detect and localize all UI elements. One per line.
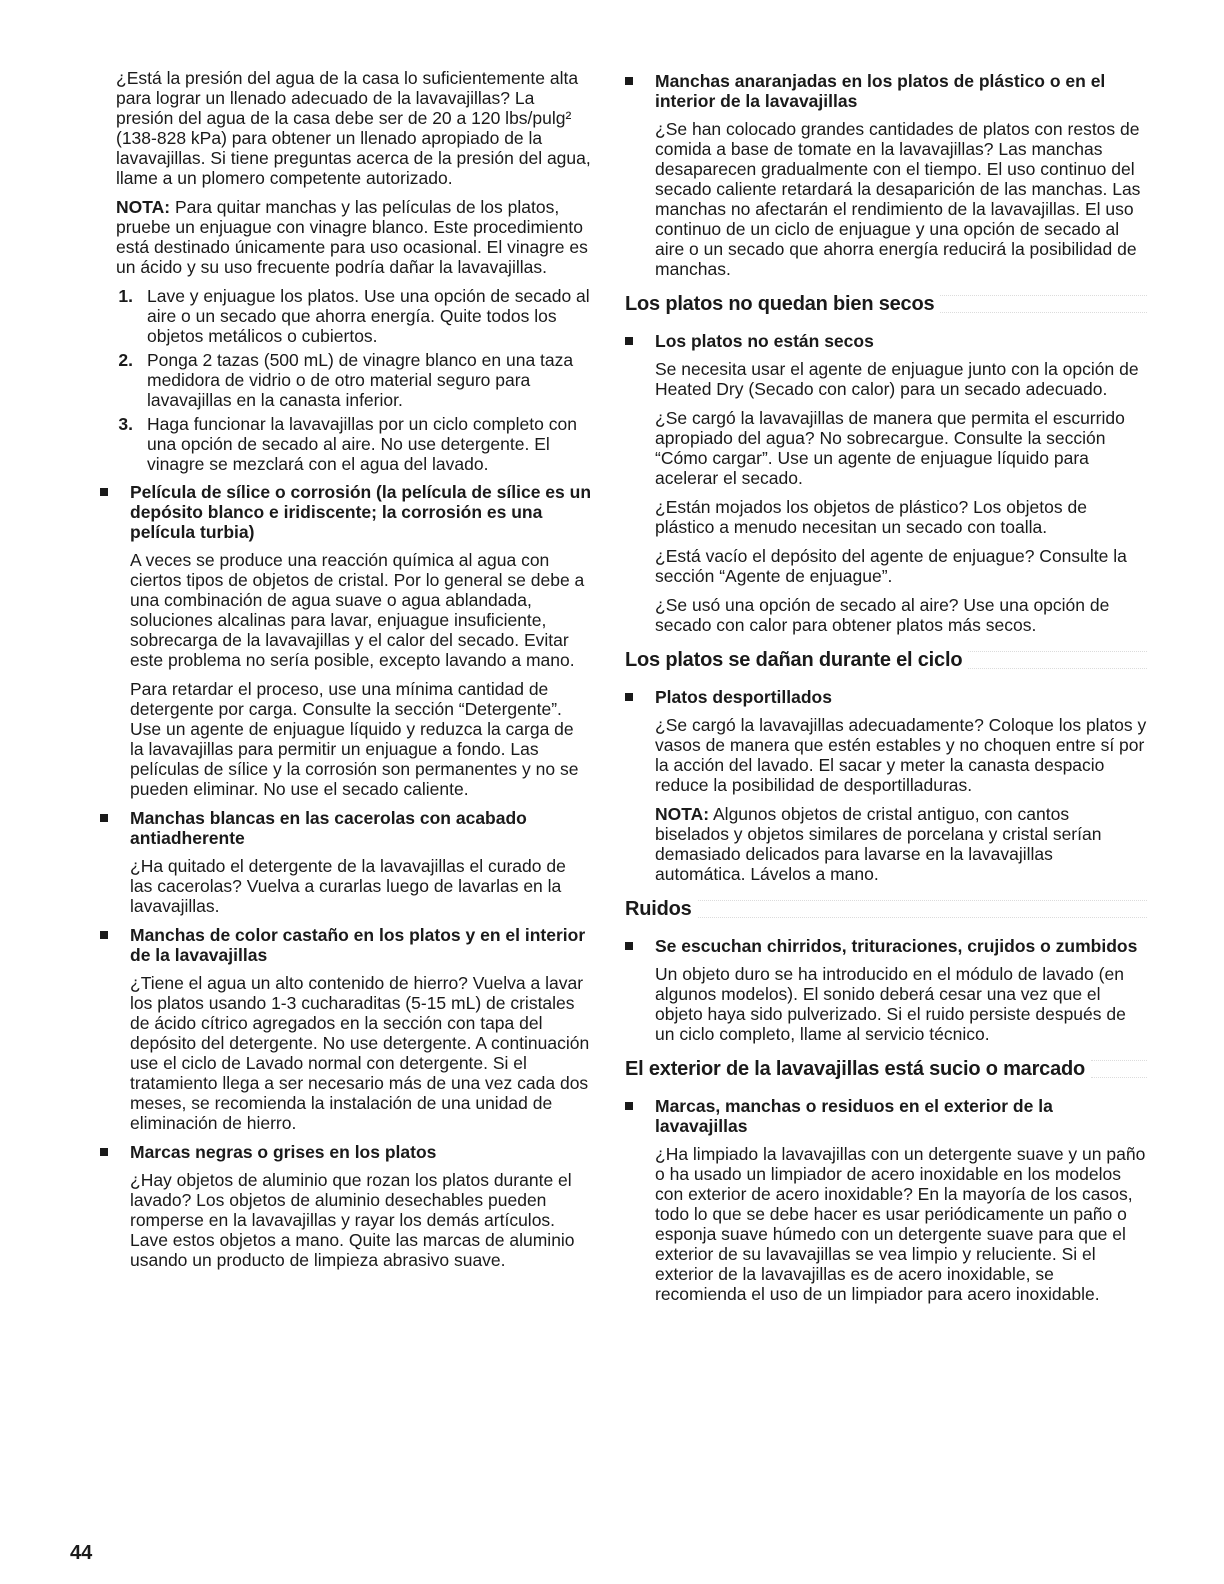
issue-paragraph: ¿Están mojados los objetos de plástico? Los objetos de plástico a menudo necesitan un secado con toalla.	[655, 497, 1087, 537]
issue-paragraph: Un objeto duro se ha introducido en el módulo de lavado (en algunos modelos). El sonido deberá cesar una vez que el objeto haya sido pulverizado. Si el ruido persiste después de un ciclo completo, llame al servicio técnico.	[655, 964, 1126, 1044]
issue-title: Manchas de color castaño en los platos y en el interior de la lavavajillas	[130, 925, 586, 965]
section-heading-damage	[625, 647, 1147, 673]
left-column	[100, 68, 592, 1279]
bullet-icon	[100, 931, 108, 939]
note-label: NOTA:	[116, 197, 171, 217]
section-heading-dry	[625, 291, 1147, 317]
crystal-note	[655, 804, 1147, 884]
issue-chipped	[625, 687, 1147, 707]
step-text: Lave y enjuague los platos. Use una opción de secado al aire o un secado que ahorra energía. Quite todos los objetos metálicos o cubiertos.	[147, 286, 590, 346]
bullet-icon	[625, 1102, 633, 1110]
issue-title: Película de sílice o corrosión (la película de sílice es un depósito blanco e iridiscente; la corrosión es una película turbia)	[130, 482, 592, 542]
step-number: 1.	[118, 286, 133, 306]
issue-white-spots	[100, 808, 592, 848]
right-column	[625, 68, 1147, 1313]
issue-paragraph: Para retardar el proceso, use una mínima cantidad de detergente por carga. Consulte la sección “Detergente”. Use un agente de enjuague líquido y reduzca la carga de la lavavajillas para permitir un enjuague a fondo. Las películas de sílice y la corrosión son permanentes y no se pueden eliminar. No use el secado caliente.	[130, 679, 579, 799]
bullet-icon	[625, 942, 633, 950]
note-text: Algunos objetos de cristal antiguo, con cantos biselados y objetos similares de porcelana y cristal serían demasiado delicados para lavarse en la lavavajillas automática. Lávelos a mano.	[655, 804, 1102, 884]
heading-rule	[1091, 1060, 1147, 1078]
heading-rule	[940, 295, 1147, 313]
issue-paragraph: ¿Hay objetos de aluminio que rozan los platos durante el lavado? Los objetos de aluminio desechables pueden romperse en la lavavajillas y rayar los demás artículos. Lave estos objetos a mano. Quite las marcas de aluminio usando un producto de limpieza abrasivo suave.	[130, 1170, 575, 1270]
issue-not-dry	[625, 331, 1147, 351]
issue-title: Manchas blancas en las cacerolas con acabado antiadherente	[130, 808, 527, 848]
issue-title: Se escuchan chirridos, trituraciones, crujidos o zumbidos	[655, 936, 1138, 956]
bullet-icon	[625, 693, 633, 701]
note-text: Para quitar manchas y las películas de los platos, pruebe un enjuague con vinagre blanco. Este procedimiento está destinado únicamente para uso ocasional. El vinagre es un ácido y su uso frecuente podría dañar la lavavajillas.	[116, 197, 588, 277]
bullet-icon	[625, 337, 633, 345]
list-item	[100, 414, 592, 474]
list-item	[100, 350, 592, 410]
list-item	[100, 286, 592, 346]
vinegar-steps-list	[100, 286, 592, 474]
issue-paragraph: ¿Está vacío el depósito del agente de enjuague? Consulte la sección “Agente de enjuague”.	[655, 546, 1127, 586]
page-number: 44	[70, 1542, 93, 1564]
section-title: El exterior de la lavavajillas está sucio o marcado	[625, 1057, 1086, 1080]
section-title: Los platos se dañan durante el ciclo	[625, 648, 963, 671]
section-heading-noise	[625, 896, 1147, 922]
issue-paragraph: ¿Se cargó la lavavajillas adecuadamente? Coloque los platos y vasos de manera que estén estables y no choquen entre sí por la acción del lavado. El sacar y meter la canasta despacio reduce la posibilidad de desportilladuras.	[655, 715, 1147, 795]
vinegar-note	[116, 197, 592, 277]
issue-paragraph: ¿Ha quitado el detergente de la lavavajillas el curado de las cacerolas? Vuelva a curarlas luego de lavarlas en la lavavajillas.	[130, 856, 566, 916]
bullet-icon	[100, 814, 108, 822]
heading-rule	[698, 900, 1147, 918]
issue-black-marks	[100, 1142, 592, 1162]
heading-rule	[968, 651, 1147, 669]
issue-exterior-marks	[625, 1096, 1147, 1136]
issue-title: Marcas negras o grises en los platos	[130, 1142, 437, 1162]
issue-brown-stains	[100, 925, 592, 965]
issue-paragraph: Se necesita usar el agente de enjuague junto con la opción de Heated Dry (Secado con calor) para un secado adecuado.	[655, 359, 1139, 399]
note-label: NOTA:	[655, 804, 710, 824]
issue-paragraph: ¿Tiene el agua un alto contenido de hierro? Vuelva a lavar los platos usando 1-3 cucharaditas (5-15 mL) de cristales de ácido cítrico agregados en la sección con tapa del depósito del detergente. No use detergente. A continuación use el ciclo de Lavado normal con detergente. Si el tratamiento llega a ser necesario más de una vez cada dos meses, se recomienda la instalación de una unidad de eliminación de hierro.	[130, 973, 590, 1133]
issue-paragraph: A veces se produce una reacción química al agua con ciertos tipos de objetos de cristal. Por lo general se debe a una combinación de agua suave o agua ablandada, soluciones alcalinas para lavar, enjuague insuficiente, sobrecarga de la lavavajillas y el calor del secado. Evitar este problema no sería posible, excepto lavando a mano.	[130, 550, 585, 670]
water-pressure-paragraph: ¿Está la presión del agua de la casa lo suficientemente alta para lograr un llenado adecuado de la lavavajillas? La presión del agua de la casa debe ser de 20 a 120 lbs/pulg² (138-828 kPa) para obtener un llenado apropiado de la lavavajillas. Si tiene preguntas acerca de la presión del agua, llame a un plomero competente autorizado.	[116, 68, 591, 188]
issue-title: Manchas anaranjadas en los platos de plástico o en el interior de la lavavajillas	[655, 71, 1106, 111]
step-number: 3.	[118, 414, 133, 434]
bullet-icon	[625, 77, 633, 85]
bullet-icon	[100, 1148, 108, 1156]
step-number: 2.	[118, 350, 133, 370]
issue-silica-film	[100, 482, 592, 542]
bullet-icon	[100, 488, 108, 496]
issue-paragraph: ¿Se cargó la lavavajillas de manera que permita el escurrido apropiado del agua? No sobrecargue. Consulte la sección “Cómo cargar”. Use un agente de enjuague líquido para acelerar el secado.	[655, 408, 1125, 488]
section-title: Ruidos	[625, 897, 692, 920]
issue-title: Los platos no están secos	[655, 331, 874, 351]
issue-title: Platos desportillados	[655, 687, 832, 707]
issue-paragraph: ¿Se han colocado grandes cantidades de platos con restos de comida a base de tomate en la lavavajillas? Las manchas desaparecen gradualmente con el tiempo. El uso continuo del secado caliente retardará la desaparición de las manchas. Las manchas no afectarán el rendimiento de la lavavajillas. El uso continuo de un ciclo de enjuague y una opción de secado al aire o un secado que ahorra energía reducirá la posibilidad de manchas.	[655, 119, 1141, 279]
step-text: Ponga 2 tazas (500 mL) de vinagre blanco en una taza medidora de vidrio o de otro material seguro para lavavajillas en la canasta inferior.	[147, 350, 574, 410]
issue-orange-stains	[625, 71, 1147, 111]
step-text: Haga funcionar la lavavajillas por un ciclo completo con una opción de secado al aire. No use detergente. El vinagre se mezclará con el agua del lavado.	[147, 414, 577, 474]
section-title: Los platos no quedan bien secos	[625, 292, 935, 315]
issue-noises	[625, 936, 1147, 956]
section-heading-exterior	[625, 1056, 1147, 1082]
issue-paragraph: ¿Se usó una opción de secado al aire? Use una opción de secado con calor para obtener platos más secos.	[655, 595, 1110, 635]
issue-title: Marcas, manchas o residuos en el exterior de la lavavajillas	[655, 1096, 1053, 1136]
issue-paragraph: ¿Ha limpiado la lavavajillas con un detergente suave y un paño o ha usado un limpiador de acero inoxidable en los modelos con exterior de acero inoxidable? En la mayoría de los casos, todo lo que se debe hacer es usar periódicamente un paño o esponja suave húmedo con un detergente suave para que el exterior de su lavavajillas se vea limpio y reluciente. Si el exterior de la lavavajillas es de acero inoxidable, se recomienda el uso de un limpiador para acero inoxidable.	[655, 1144, 1146, 1304]
